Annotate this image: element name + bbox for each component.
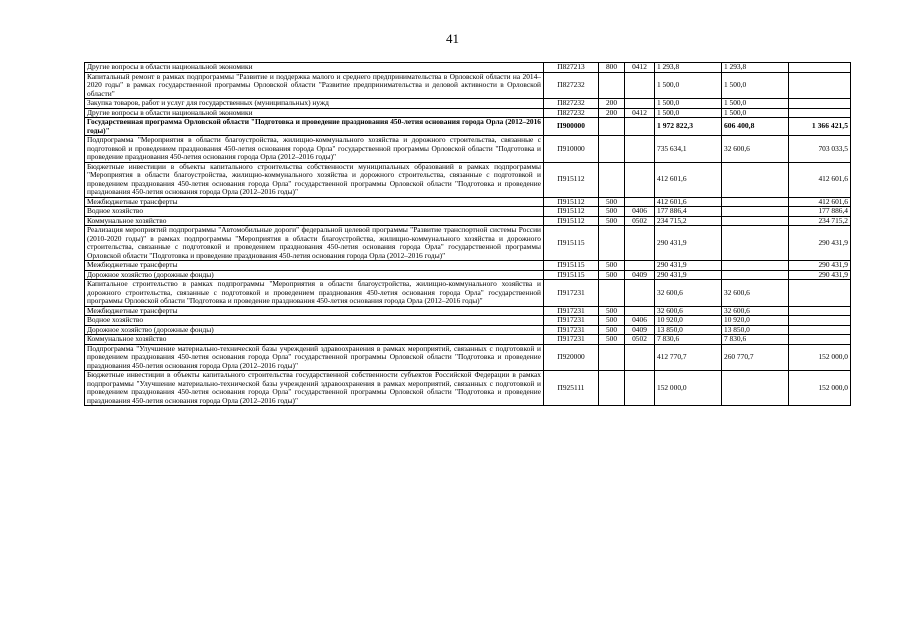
row-expense-type-cell: 500 <box>599 335 625 345</box>
table-row <box>85 280 851 307</box>
table-row <box>85 197 851 207</box>
row-name-cell: Водное хозяйство <box>85 316 544 326</box>
table-row <box>85 226 851 261</box>
row-code-cell: П910000 <box>544 136 599 163</box>
table-row <box>85 270 851 280</box>
row-name-cell: Водное хозяйство <box>85 207 544 217</box>
row-total-cell: 1 293,8 <box>655 63 722 73</box>
row-name-cell: Коммунальное хозяйство <box>85 216 544 226</box>
row-total-cell: 290 431,9 <box>655 261 722 271</box>
table-row <box>85 63 851 73</box>
row-code-cell: П917231 <box>544 306 599 316</box>
row-expense-type-cell <box>599 162 625 197</box>
row-regional-cell: 7 830,6 <box>722 335 789 345</box>
row-total-cell: 290 431,9 <box>655 270 722 280</box>
row-regional-cell: 1 500,0 <box>722 99 789 109</box>
row-code-cell: П917231 <box>544 335 599 345</box>
table-row <box>85 344 851 371</box>
row-section-cell <box>625 261 655 271</box>
row-section-cell <box>625 162 655 197</box>
row-expense-type-cell: 200 <box>599 99 625 109</box>
row-federal-cell: 290 431,9 <box>789 270 851 280</box>
table-row <box>85 162 851 197</box>
row-expense-type-cell <box>599 280 625 307</box>
row-code-cell: П827213 <box>544 63 599 73</box>
row-total-cell: 290 431,9 <box>655 226 722 261</box>
row-section-cell <box>625 371 655 406</box>
row-regional-cell: 260 770,7 <box>722 344 789 371</box>
row-expense-type-cell: 500 <box>599 306 625 316</box>
budget-table <box>84 62 851 406</box>
row-total-cell: 1 500,0 <box>655 72 722 99</box>
row-regional-cell: 32 600,6 <box>722 136 789 163</box>
row-code-cell: П915112 <box>544 197 599 207</box>
row-code-cell: П827232 <box>544 72 599 99</box>
row-regional-cell: 13 850,0 <box>722 325 789 335</box>
row-regional-cell <box>722 216 789 226</box>
row-expense-type-cell <box>599 226 625 261</box>
row-total-cell: 177 886,4 <box>655 207 722 217</box>
row-federal-cell: 290 431,9 <box>789 226 851 261</box>
row-section-cell <box>625 344 655 371</box>
row-total-cell: 1 500,0 <box>655 99 722 109</box>
row-regional-cell <box>722 226 789 261</box>
row-federal-cell <box>789 63 851 73</box>
row-federal-cell <box>789 335 851 345</box>
row-federal-cell <box>789 99 851 109</box>
table-row <box>85 118 851 136</box>
row-section-cell: 0406 <box>625 207 655 217</box>
row-federal-cell: 412 601,6 <box>789 197 851 207</box>
row-regional-cell: 32 600,6 <box>722 280 789 307</box>
row-regional-cell: 32 600,6 <box>722 306 789 316</box>
row-code-cell: П917231 <box>544 280 599 307</box>
row-section-cell: 0502 <box>625 216 655 226</box>
row-expense-type-cell <box>599 136 625 163</box>
row-federal-cell: 177 886,4 <box>789 207 851 217</box>
row-name-cell: Капитальный ремонт в рамках подпрограммы "Развитие и поддержка малого и среднего предпринимательства в Орловской области на 2014–2020 годы" в рамках государственной программы Орловской области "Развитие предпринимательства и деловой активности в Орловской области" <box>85 72 544 99</box>
table-row <box>85 316 851 326</box>
table-row <box>85 136 851 163</box>
table-row <box>85 216 851 226</box>
row-expense-type-cell: 200 <box>599 108 625 118</box>
row-federal-cell <box>789 316 851 326</box>
table-row <box>85 72 851 99</box>
row-name-cell: Бюджетные инвестиции в объекты капитального строительства государственной собственности субъектов Российской Федерации в рамках подпрограммы "Улучшение материально-технической базы учреждений здравоохранения в рамках мероприятий, связанных с подготовкой и проведением празднования 450-летия основания города Орла" государственной программы Орловской области "Подготовка и проведение празднования 450-летия основания города Орла (2012–2016 годы)" <box>85 371 544 406</box>
row-federal-cell <box>789 325 851 335</box>
row-code-cell: П915115 <box>544 261 599 271</box>
row-section-cell <box>625 306 655 316</box>
row-name-cell: Капитальное строительство в рамках подпрограммы "Мероприятия в области благоустройства, жилищно-коммунального хозяйства и дорожного строительства, связанные с подготовкой и проведением празднования 450-летия основания города Орла" государственной программы Орловской области "Подготовка и проведение празднования 450-летия основания города Орла (2012–2016 годы)" <box>85 280 544 307</box>
row-name-cell: Межбюджетные трансферты <box>85 261 544 271</box>
row-expense-type-cell <box>599 72 625 99</box>
row-federal-cell: 703 033,5 <box>789 136 851 163</box>
row-section-cell <box>625 280 655 307</box>
table-row <box>85 335 851 345</box>
page-number: 41 <box>446 31 459 46</box>
row-federal-cell: 234 715,2 <box>789 216 851 226</box>
row-total-cell: 32 600,6 <box>655 306 722 316</box>
row-regional-cell <box>722 162 789 197</box>
row-total-cell: 1 500,0 <box>655 108 722 118</box>
row-expense-type-cell: 800 <box>599 63 625 73</box>
row-section-cell <box>625 136 655 163</box>
table-row <box>85 207 851 217</box>
row-expense-type-cell <box>599 344 625 371</box>
table-row <box>85 371 851 406</box>
row-federal-cell: 152 000,0 <box>789 344 851 371</box>
row-total-cell: 32 600,6 <box>655 280 722 307</box>
row-federal-cell: 1 366 421,5 <box>789 118 851 136</box>
row-code-cell: П917231 <box>544 325 599 335</box>
row-section-cell: 0409 <box>625 270 655 280</box>
row-code-cell: П827232 <box>544 108 599 118</box>
row-expense-type-cell: 500 <box>599 316 625 326</box>
row-section-cell: 0406 <box>625 316 655 326</box>
row-total-cell: 7 830,6 <box>655 335 722 345</box>
row-total-cell: 412 770,7 <box>655 344 722 371</box>
row-total-cell: 234 715,2 <box>655 216 722 226</box>
row-code-cell: П915112 <box>544 216 599 226</box>
row-regional-cell: 1 500,0 <box>722 72 789 99</box>
row-expense-type-cell <box>599 371 625 406</box>
table-row <box>85 325 851 335</box>
row-name-cell: Дорожное хозяйство (дорожные фонды) <box>85 325 544 335</box>
row-regional-cell <box>722 270 789 280</box>
row-section-cell: 0412 <box>625 63 655 73</box>
row-code-cell: П915112 <box>544 207 599 217</box>
row-federal-cell <box>789 306 851 316</box>
row-name-cell: Реализация мероприятий подпрограммы "Автомобильные дороги" федеральной целевой программы "Развитие транспортной системы России (2010-2020 годы)" в рамках подпрограммы "Мероприятия в области благоустройства, жилищно-коммунального хозяйства и дорожного строительства, связанные с подготовкой и проведением празднования 450-летия основания города Орла" государственной программы Орловской области "Подготовка и проведение празднования 450-летия основания города Орла (2012–2016 годы)" <box>85 226 544 261</box>
row-code-cell: П827232 <box>544 99 599 109</box>
row-name-cell: Государственная программа Орловской области "Подготовка и проведение празднования 450-летия основания города Орла (2012–2016 годы)" <box>85 118 544 136</box>
table-row <box>85 306 851 316</box>
row-section-cell <box>625 197 655 207</box>
row-federal-cell <box>789 108 851 118</box>
row-name-cell: Закупка товаров, работ и услуг для государственных (муниципальных) нужд <box>85 99 544 109</box>
row-name-cell: Другие вопросы в области национальной экономики <box>85 108 544 118</box>
row-regional-cell: 1 500,0 <box>722 108 789 118</box>
row-expense-type-cell: 500 <box>599 270 625 280</box>
row-code-cell: П917231 <box>544 316 599 326</box>
row-expense-type-cell <box>599 118 625 136</box>
row-regional-cell <box>722 261 789 271</box>
row-code-cell: П920000 <box>544 344 599 371</box>
row-expense-type-cell: 500 <box>599 261 625 271</box>
row-total-cell: 152 000,0 <box>655 371 722 406</box>
row-total-cell: 412 601,6 <box>655 162 722 197</box>
table-row <box>85 99 851 109</box>
row-federal-cell: 412 601,6 <box>789 162 851 197</box>
row-section-cell <box>625 226 655 261</box>
row-section-cell <box>625 72 655 99</box>
row-regional-cell: 606 400,8 <box>722 118 789 136</box>
table-row <box>85 261 851 271</box>
row-regional-cell: 10 920,0 <box>722 316 789 326</box>
row-expense-type-cell: 500 <box>599 197 625 207</box>
row-expense-type-cell: 500 <box>599 207 625 217</box>
row-section-cell: 0502 <box>625 335 655 345</box>
row-code-cell: П915112 <box>544 162 599 197</box>
row-section-cell <box>625 118 655 136</box>
row-name-cell: Другие вопросы в области национальной экономики <box>85 63 544 73</box>
row-code-cell: П915115 <box>544 270 599 280</box>
row-total-cell: 1 972 822,3 <box>655 118 722 136</box>
row-code-cell: П915115 <box>544 226 599 261</box>
row-federal-cell <box>789 280 851 307</box>
row-name-cell: Подпрограмма "Мероприятия в области благоустройства, жилищно-коммунального хозяйства и дорожного строительства, связанные с подготовкой и проведением празднования 450-летия основания города Орла" государственной программы Орловской области "Подготовка и проведение празднования 450-летия основания города Орла (2012–2016 годы)" <box>85 136 544 163</box>
row-regional-cell <box>722 207 789 217</box>
row-expense-type-cell: 500 <box>599 325 625 335</box>
table-body <box>85 63 851 406</box>
row-total-cell: 412 601,6 <box>655 197 722 207</box>
row-total-cell: 13 850,0 <box>655 325 722 335</box>
row-section-cell: 0409 <box>625 325 655 335</box>
row-total-cell: 735 634,1 <box>655 136 722 163</box>
row-name-cell: Межбюджетные трансферты <box>85 306 544 316</box>
row-federal-cell <box>789 72 851 99</box>
row-regional-cell: 1 293,8 <box>722 63 789 73</box>
row-regional-cell <box>722 197 789 207</box>
table-row <box>85 108 851 118</box>
row-code-cell: П900000 <box>544 118 599 136</box>
row-name-cell: Дорожное хозяйство (дорожные фонды) <box>85 270 544 280</box>
row-name-cell: Подпрограмма "Улучшение материально-технической базы учреждений здравоохранения в рамках мероприятий, связанных с подготовкой и проведением празднования 450-летия основания города Орла" государственной программы Орловской области "Подготовка и проведение празднования 450-летия основания города Орла (2012–2016 годы)" <box>85 344 544 371</box>
row-total-cell: 10 920,0 <box>655 316 722 326</box>
row-name-cell: Коммунальное хозяйство <box>85 335 544 345</box>
row-expense-type-cell: 500 <box>599 216 625 226</box>
row-name-cell: Межбюджетные трансферты <box>85 197 544 207</box>
row-regional-cell <box>722 371 789 406</box>
row-section-cell: 0412 <box>625 108 655 118</box>
row-name-cell: Бюджетные инвестиции в объекты капитального строительства собственности муниципальных образований в рамках подпрограммы "Мероприятия в области благоустройства, жилищно-коммунального хозяйства и дорожного строительства, связанные с подготовкой и проведением празднования 450-летия основания города Орла" государственной программы Орловской области "Подготовка и проведение празднования 450-летия основания города Орла (2012–2016 годы)" <box>85 162 544 197</box>
row-federal-cell: 152 000,0 <box>789 371 851 406</box>
row-section-cell <box>625 99 655 109</box>
row-code-cell: П925111 <box>544 371 599 406</box>
row-federal-cell: 290 431,9 <box>789 261 851 271</box>
